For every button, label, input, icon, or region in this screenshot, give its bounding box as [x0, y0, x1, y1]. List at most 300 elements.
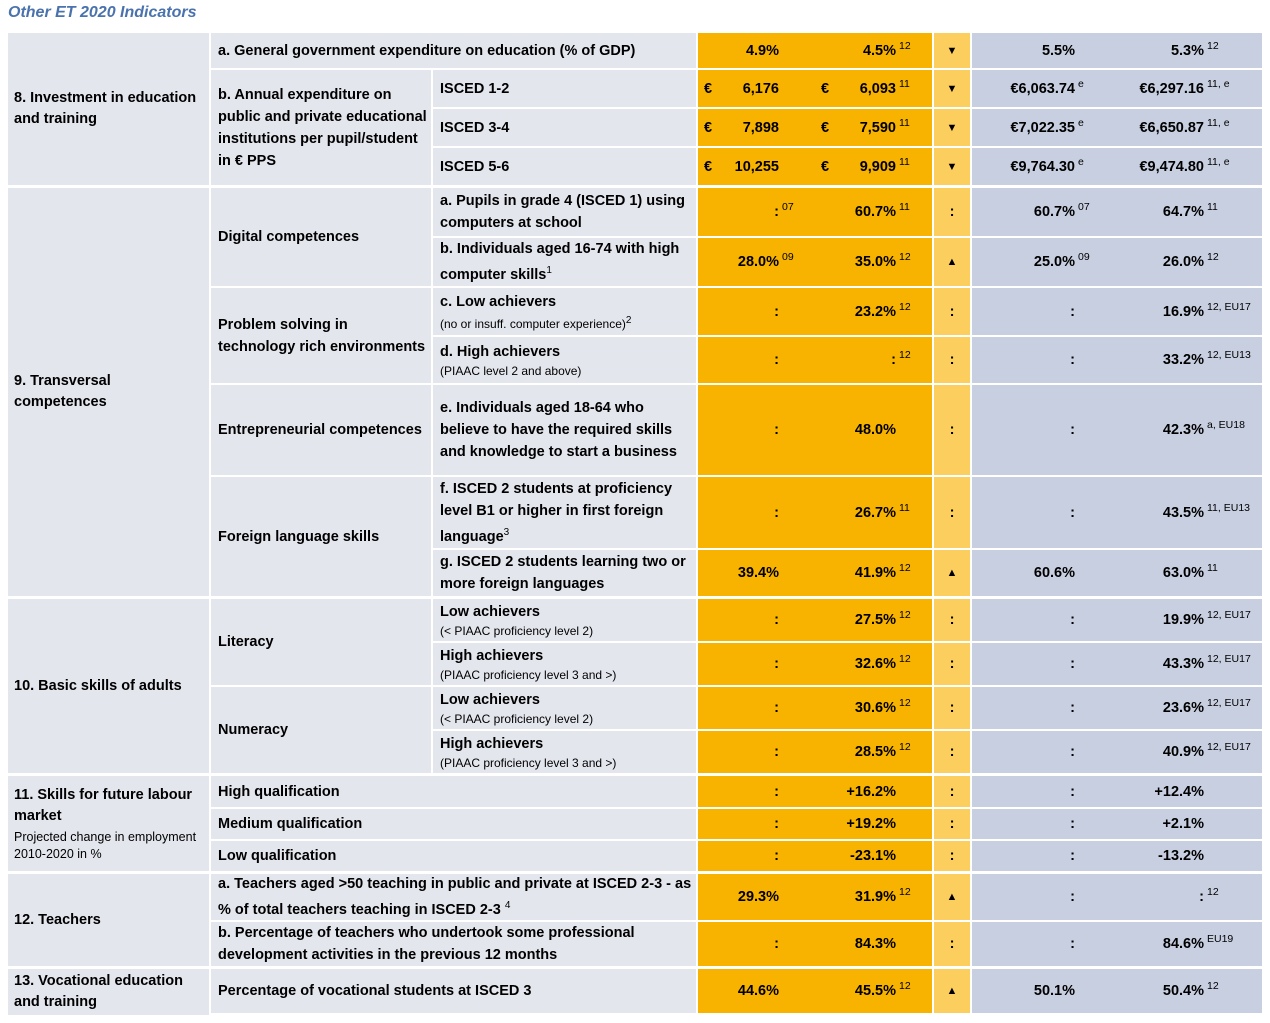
row-values — [698, 148, 1262, 185]
indicator-label: High qualification — [218, 783, 340, 800]
trend-cell — [934, 70, 970, 107]
trend-cell — [934, 33, 970, 68]
trend-arrow-icon: ▲ — [946, 985, 958, 997]
value-superscript: 12 — [899, 300, 911, 313]
value-superscript: 12 — [899, 251, 911, 263]
value-text: : — [774, 656, 779, 672]
eu-values — [972, 776, 1262, 807]
country-earlier-value-cell — [698, 599, 815, 641]
eu-values — [972, 288, 1262, 335]
indicator-note: (< PIAAC proficiency level 2) — [440, 624, 594, 638]
value-superscript: 12 — [899, 609, 911, 621]
eu-earlier-value-cell — [972, 477, 1105, 548]
value-text: 64.7% — [1162, 204, 1204, 220]
value-text: : — [774, 816, 779, 832]
country-values — [698, 687, 932, 729]
eu-values — [972, 687, 1262, 729]
group-label-cell — [211, 477, 431, 596]
eu-latest-value-cell — [1105, 188, 1262, 236]
indicator-group — [211, 188, 1262, 286]
country-earlier-value-cell — [698, 70, 815, 107]
eu-values — [972, 550, 1262, 596]
currency-symbol: € — [704, 80, 713, 97]
country-latest-value-cell — [815, 238, 932, 286]
indicator-cell — [433, 477, 696, 548]
value-superscript: 12, EU17 — [1207, 300, 1251, 313]
section-label-cell — [8, 33, 209, 185]
value-superscript: 12 — [1207, 886, 1219, 898]
trend-arrow-icon: : — [949, 504, 955, 521]
page-title: Other ET 2020 Indicators — [8, 4, 197, 21]
eu-latest-value-cell — [1105, 969, 1262, 1013]
indicator-label: e. Individuals aged 18-64 who believe to have the required skills and knowledge to start a business — [440, 400, 677, 460]
value-superscript: 12 — [899, 697, 911, 709]
indicator-cell — [433, 188, 696, 236]
eu-earlier-value-cell — [972, 599, 1105, 641]
value-superscript: 12 — [1207, 251, 1219, 263]
indicator-label: Low achievers — [440, 692, 540, 708]
eu-earlier-value-cell — [972, 922, 1105, 966]
indicator-cell — [433, 731, 696, 773]
indicator-label: High achievers — [440, 648, 544, 664]
group-label: Numeracy — [218, 722, 289, 738]
eu-values — [972, 238, 1262, 286]
country-latest-value-cell — [815, 731, 932, 773]
value-text: 7,590 — [859, 119, 896, 136]
value-superscript: 12, EU13 — [1207, 349, 1251, 361]
value-superscript: 12, EU17 — [1207, 653, 1251, 665]
country-earlier-value-cell — [698, 687, 815, 729]
value-superscript: 11 — [899, 201, 910, 213]
indicator-label: Low achievers — [440, 604, 540, 620]
value-text: : — [774, 352, 779, 368]
indicator-cell — [433, 337, 696, 383]
value-text: 84.3% — [854, 936, 896, 952]
indicator-note: (PIAAC proficiency level 3 and >) — [440, 756, 617, 770]
value-superscript: 11 — [899, 77, 910, 90]
value-superscript: 09 — [1078, 251, 1090, 263]
value-text: : — [774, 700, 779, 716]
value-text: 19.9% — [1162, 612, 1204, 628]
footnote-marker: 4 — [504, 900, 511, 912]
value-text: : — [1070, 783, 1075, 800]
value-text: 16.9% — [1162, 303, 1204, 320]
indicator-group — [211, 70, 1262, 185]
country-latest-value-cell — [815, 776, 932, 807]
country-latest-value-cell — [815, 809, 932, 839]
eu-earlier-value-cell — [972, 385, 1105, 475]
value-text: 25.0% — [1033, 254, 1075, 270]
section-vocational — [8, 969, 1262, 1015]
value-superscript: 12 — [899, 39, 911, 52]
eu-earlier-value-cell — [972, 70, 1105, 107]
indicator-cell — [433, 687, 696, 729]
value-text: : — [1070, 656, 1075, 672]
footnote-marker: 2 — [625, 315, 632, 326]
row-values — [698, 550, 1262, 596]
table-row — [211, 809, 1262, 839]
table-row — [433, 477, 1262, 548]
table-row — [433, 599, 1262, 641]
country-values — [698, 969, 932, 1013]
country-latest-value-cell — [815, 687, 932, 729]
value-superscript: 09 — [782, 251, 794, 263]
value-superscript: 12 — [1207, 39, 1219, 52]
country-values — [698, 288, 932, 335]
country-earlier-value-cell — [698, 643, 815, 685]
value-text: 23.6% — [1162, 700, 1204, 716]
eu-values — [972, 731, 1262, 773]
country-earlier-value-cell — [698, 874, 815, 920]
eu-earlier-value-cell — [972, 288, 1105, 335]
trend-arrow-icon: : — [949, 612, 955, 628]
currency-symbol: € — [704, 158, 713, 175]
trend-cell — [934, 776, 970, 807]
eu-latest-value-cell — [1105, 33, 1262, 68]
eu-earlier-value-cell — [972, 33, 1105, 68]
row-values — [698, 337, 1262, 383]
country-earlier-value-cell — [698, 922, 815, 966]
value-superscript: e — [1078, 155, 1084, 168]
trend-cell — [934, 643, 970, 685]
eu-values — [972, 643, 1262, 685]
country-values — [698, 238, 932, 286]
table-row — [211, 969, 1262, 1013]
row-values — [698, 33, 1262, 68]
table-row — [433, 70, 1262, 107]
country-values — [698, 188, 932, 236]
section-label: 13. Vocational education and training — [14, 973, 183, 1010]
eu-earlier-value-cell — [972, 238, 1105, 286]
value-text: 4.5% — [862, 42, 896, 59]
trend-cell — [934, 477, 970, 548]
country-earlier-value-cell — [698, 337, 815, 383]
indicator-cell — [433, 109, 696, 146]
trend-arrow-icon: : — [949, 744, 955, 760]
country-earlier-value-cell — [698, 33, 815, 68]
value-text: : — [1070, 744, 1075, 760]
indicator-label: High achievers — [440, 736, 544, 752]
value-text: : — [1070, 422, 1075, 438]
country-values — [698, 550, 932, 596]
value-text: 84.6% — [1162, 936, 1204, 952]
country-latest-value-cell — [815, 874, 932, 920]
row-values — [698, 643, 1262, 685]
country-latest-value-cell — [815, 188, 932, 236]
group-label-cell — [211, 288, 431, 383]
country-earlier-value-cell — [698, 288, 815, 335]
value-superscript: 12, EU17 — [1207, 741, 1251, 753]
country-latest-value-cell — [815, 969, 932, 1013]
table-row — [433, 687, 1262, 729]
country-earlier-value-cell — [698, 809, 815, 839]
trend-cell — [934, 385, 970, 475]
section-label-cell — [8, 969, 209, 1015]
trend-cell — [934, 731, 970, 773]
country-earlier-value-cell — [698, 731, 815, 773]
group-label-cell — [211, 70, 431, 185]
eu-earlier-value-cell — [972, 550, 1105, 596]
value-text: : — [1070, 936, 1075, 952]
value-text: 35.0% — [854, 254, 896, 270]
value-superscript: 11, e — [1207, 116, 1230, 129]
value-text: €6,650.87 — [1139, 119, 1204, 136]
row-values — [698, 477, 1262, 548]
value-superscript: EU19 — [1207, 933, 1234, 945]
country-earlier-value-cell — [698, 969, 815, 1013]
table-row — [433, 385, 1262, 475]
country-values — [698, 922, 932, 966]
value-text: +2.1% — [1162, 816, 1204, 832]
eu-latest-value-cell — [1105, 643, 1262, 685]
trend-arrow-icon: ▼ — [946, 44, 958, 57]
section-teachers — [8, 874, 1262, 966]
indicator-cell — [211, 841, 696, 871]
value-superscript: a, EU18 — [1207, 419, 1245, 431]
value-text: €6,063.74 — [1010, 80, 1075, 97]
value-text: : — [774, 612, 779, 628]
trend-cell — [934, 841, 970, 871]
value-text: : — [1070, 700, 1075, 716]
country-earlier-value-cell — [698, 148, 815, 185]
group-label-cell — [211, 687, 431, 773]
eu-earlier-value-cell — [972, 809, 1105, 839]
eu-latest-value-cell — [1105, 841, 1262, 871]
value-text: 5.3% — [1170, 42, 1204, 59]
country-latest-value-cell — [815, 33, 932, 68]
eu-earlier-value-cell — [972, 776, 1105, 807]
row-values — [698, 599, 1262, 641]
row-values — [698, 288, 1262, 335]
row-values — [698, 109, 1262, 146]
eu-values — [972, 477, 1262, 548]
value-text: 60.7% — [1033, 204, 1075, 220]
country-latest-value-cell — [815, 288, 932, 335]
trend-cell — [934, 238, 970, 286]
table-row — [211, 776, 1262, 807]
table-row — [211, 874, 1262, 920]
eu-latest-value-cell — [1105, 687, 1262, 729]
trend-cell — [934, 148, 970, 185]
row-values — [698, 969, 1262, 1013]
table-row — [433, 337, 1262, 383]
value-text: -13.2% — [1158, 848, 1204, 864]
value-text: €9,474.80 — [1139, 158, 1204, 175]
group-label: Problem solving in technology rich environments — [218, 316, 426, 355]
indicator-label: b. Percentage of teachers who undertook some professional development activities in the previous 12 months — [218, 925, 635, 963]
indicator-cell — [433, 550, 696, 596]
section-note: Projected change in employment 2010-2020 in % — [14, 829, 197, 861]
value-text: 63.0% — [1162, 565, 1204, 581]
value-text: €9,764.30 — [1010, 158, 1075, 175]
value-text: 9,909 — [859, 158, 896, 175]
eu-values — [972, 148, 1262, 185]
section-label: 11. Skills for future labour market — [14, 786, 193, 824]
value-text: : — [774, 744, 779, 760]
value-superscript: 12 — [899, 562, 911, 574]
value-text: : — [774, 783, 779, 800]
country-earlier-value-cell — [698, 477, 815, 548]
indicator-note: (< PIAAC proficiency level 2) — [440, 712, 594, 726]
value-text: +19.2% — [846, 816, 896, 832]
trend-cell — [934, 809, 970, 839]
country-latest-value-cell — [815, 109, 932, 146]
section-label: 10. Basic skills of adults — [14, 677, 182, 694]
indicator-label: a. Teachers aged >50 teaching in public and private at ISCED 2-3 - as % of total teachers teaching in ISCED 2-3 $^4$ — [218, 876, 692, 918]
value-text: €6,297.16 — [1139, 80, 1204, 97]
value-text: 10,255 — [734, 158, 779, 175]
group-label: Literacy — [218, 634, 274, 650]
footnote-marker: 1 — [546, 265, 552, 277]
country-latest-value-cell — [815, 841, 932, 871]
indicator-cell — [211, 922, 696, 966]
group-label-cell — [211, 188, 431, 286]
indicator-group — [211, 385, 1262, 475]
indicator-label: a. Pupils in grade 4 (ISCED 1) using computers at school — [440, 193, 685, 231]
eu-latest-value-cell — [1105, 550, 1262, 596]
indicator-label: c. Low achievers — [440, 294, 557, 310]
group-label: Entrepreneurial competences — [218, 422, 422, 438]
eu-latest-value-cell — [1105, 288, 1262, 335]
trend-cell — [934, 288, 970, 335]
indicator-cell — [211, 874, 696, 920]
indicator-note: (PIAAC proficiency level 3 and >) — [440, 668, 617, 682]
value-text: : — [1070, 612, 1075, 628]
value-text: 28.5% — [854, 744, 896, 760]
value-text: : — [1070, 816, 1075, 832]
value-superscript: 11 — [1207, 201, 1218, 213]
value-text: : — [1070, 303, 1075, 320]
value-superscript: 12 — [899, 980, 911, 992]
value-text: 26.0% — [1162, 254, 1204, 270]
value-superscript: 11 — [899, 116, 910, 129]
value-text: 5.5% — [1041, 42, 1075, 59]
value-text: 39.4% — [737, 565, 779, 581]
indicator-label: Low qualification — [218, 848, 337, 864]
eu-latest-value-cell — [1105, 922, 1262, 966]
value-text: : — [774, 936, 779, 952]
table-row — [433, 643, 1262, 685]
country-earlier-value-cell — [698, 238, 815, 286]
eu-earlier-value-cell — [972, 337, 1105, 383]
group-label-cell — [211, 599, 431, 685]
currency-symbol: € — [704, 119, 713, 136]
country-latest-value-cell — [815, 599, 932, 641]
trend-arrow-icon: : — [949, 700, 955, 716]
indicator-cell — [211, 776, 696, 807]
value-text: : — [774, 504, 779, 521]
country-earlier-value-cell — [698, 550, 815, 596]
currency-symbol: € — [821, 80, 830, 97]
row-values — [698, 809, 1262, 839]
country-values — [698, 643, 932, 685]
eu-earlier-value-cell — [972, 188, 1105, 236]
value-text: : — [774, 303, 779, 320]
value-text: €7,022.35 — [1010, 119, 1075, 136]
eu-values — [972, 385, 1262, 475]
group-label: Foreign language skills — [218, 528, 380, 545]
row-values — [698, 687, 1262, 729]
trend-arrow-icon: : — [949, 816, 955, 832]
section-basic-skills — [8, 599, 1262, 773]
table-row — [211, 33, 1262, 68]
value-text: 60.6% — [1033, 565, 1075, 581]
value-superscript: 07 — [782, 201, 794, 213]
country-latest-value-cell — [815, 148, 932, 185]
value-text: 27.5% — [854, 612, 896, 628]
currency-symbol: € — [821, 119, 830, 136]
table-row — [433, 109, 1262, 146]
eu-latest-value-cell — [1105, 776, 1262, 807]
value-text: : — [1070, 352, 1075, 368]
trend-arrow-icon: : — [949, 848, 955, 864]
country-latest-value-cell — [815, 477, 932, 548]
indicator-group — [211, 477, 1262, 596]
trend-arrow-icon: : — [949, 352, 955, 368]
country-earlier-value-cell — [698, 109, 815, 146]
country-values — [698, 874, 932, 920]
trend-cell — [934, 874, 970, 920]
value-text: : — [1070, 889, 1075, 905]
row-values — [698, 70, 1262, 107]
value-text: 29.3% — [737, 889, 779, 905]
indicator-cell — [433, 70, 696, 107]
et2020-indicators-table — [8, 33, 1262, 1015]
eu-values — [972, 969, 1262, 1013]
value-superscript: e — [1078, 77, 1084, 90]
trend-cell — [934, 109, 970, 146]
country-values — [698, 599, 932, 641]
country-earlier-value-cell — [698, 188, 815, 236]
row-values — [698, 776, 1262, 807]
table-row — [433, 148, 1262, 185]
value-superscript: 12 — [899, 886, 911, 898]
trend-arrow-icon: : — [949, 783, 955, 800]
value-text: 41.9% — [854, 565, 896, 581]
table-row — [433, 238, 1262, 286]
indicator-group — [211, 288, 1262, 383]
value-superscript: 11, e — [1207, 77, 1230, 90]
value-text: 28.0% — [737, 254, 779, 270]
indicator-cell — [433, 238, 696, 286]
indicator-label: ISCED 5-6 — [440, 158, 510, 175]
value-text: 23.2% — [854, 303, 896, 320]
eu-values — [972, 188, 1262, 236]
value-superscript: 11, EU13 — [1207, 501, 1250, 514]
currency-symbol: € — [821, 158, 830, 175]
section-label: 12. Teachers — [14, 911, 101, 928]
row-values — [698, 385, 1262, 475]
trend-arrow-icon: ▼ — [946, 82, 958, 95]
eu-latest-value-cell — [1105, 148, 1262, 185]
section-investment — [8, 33, 1262, 185]
eu-latest-value-cell — [1105, 385, 1262, 475]
country-values — [698, 731, 932, 773]
indicator-cell — [433, 385, 696, 475]
country-values — [698, 33, 932, 68]
country-values — [698, 776, 932, 807]
value-text: 43.3% — [1162, 656, 1204, 672]
value-text: 6,093 — [859, 80, 896, 97]
value-text: 7,898 — [742, 119, 779, 136]
eu-latest-value-cell — [1105, 238, 1262, 286]
eu-values — [972, 599, 1262, 641]
row-values — [698, 841, 1262, 871]
country-latest-value-cell — [815, 922, 932, 966]
country-values — [698, 477, 932, 548]
value-text: : — [891, 352, 896, 368]
trend-cell — [934, 922, 970, 966]
